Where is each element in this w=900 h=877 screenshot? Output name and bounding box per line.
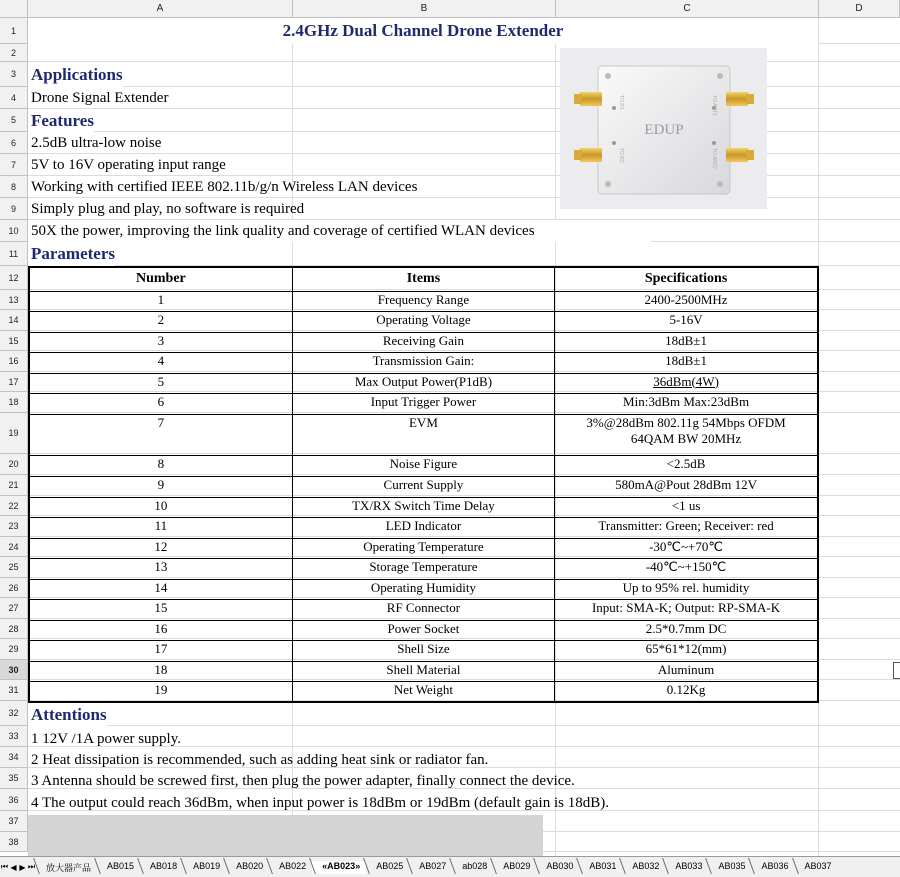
cell-number[interactable]: 12	[29, 538, 292, 558]
cell-item[interactable]: EVM	[292, 414, 554, 455]
table-row	[29, 332, 818, 352]
cell-item[interactable]: Max Output Power(P1dB)	[292, 373, 554, 393]
row-header[interactable]: 23	[0, 516, 28, 537]
cell-specification[interactable]: 18dB±1	[555, 332, 818, 352]
table-row	[29, 476, 818, 497]
feature-item[interactable]: Simply plug and play, no software is required	[31, 200, 305, 217]
row-header[interactable]: 20	[0, 454, 28, 475]
sheet-tab[interactable]: AB015	[97, 861, 140, 874]
cell-item[interactable]: LED Indicator	[292, 517, 554, 538]
row-header[interactable]: 22	[0, 496, 28, 516]
feature-item[interactable]: Working with certified IEEE 802.11b/g/n Wireless LAN devices	[31, 178, 418, 195]
row-header[interactable]: 3	[0, 62, 28, 87]
cell-number[interactable]: 11	[29, 517, 292, 538]
prev-sheet-button[interactable]: ◀	[10, 862, 17, 872]
row-header[interactable]: 28	[0, 619, 28, 639]
product-photo	[560, 48, 767, 209]
table-row	[29, 311, 818, 332]
table-row	[29, 414, 818, 455]
row-header[interactable]: 27	[0, 598, 28, 619]
table-row	[29, 497, 818, 517]
attention-item[interactable]: 2 Heat dissipation is recommended, such as adding heat sink or radiator fan.	[31, 751, 489, 768]
sheet-tab[interactable]: AB019	[183, 861, 226, 874]
cell-number[interactable]: 17	[29, 640, 292, 661]
sheet-tab[interactable]: AB027	[409, 861, 452, 874]
table-row	[29, 352, 818, 373]
svg-text:TO ANT1: TO ANT1	[711, 95, 717, 116]
row-header[interactable]: 9	[0, 198, 28, 220]
row-header[interactable]: 16	[0, 351, 28, 372]
cell-number[interactable]: 2	[29, 311, 292, 332]
feature-item[interactable]: 5V to 16V operating input range	[31, 156, 226, 173]
cell-number[interactable]: 10	[29, 497, 292, 517]
table-row	[29, 599, 818, 620]
row-header[interactable]: 8	[0, 176, 28, 198]
cell-number[interactable]: 19	[29, 681, 292, 702]
table-row	[29, 393, 818, 414]
table-row	[29, 681, 818, 702]
cell-specification[interactable]: 36dBm(4W)	[555, 373, 818, 393]
cell-number[interactable]: 5	[29, 373, 292, 393]
row-header[interactable]: 19	[0, 413, 28, 454]
sheet-tab[interactable]: 放大器产品	[36, 861, 97, 874]
cell-specification[interactable]: 2400-2500MHz	[555, 291, 818, 311]
sheet-tab[interactable]: AB033	[665, 861, 708, 874]
applications-item[interactable]: Drone Signal Extender	[31, 89, 169, 106]
cell-item[interactable]: Noise Figure	[292, 455, 554, 476]
cell-specification[interactable]: 2.5*0.7mm DC	[555, 620, 818, 640]
cell-specification[interactable]: 18dB±1	[555, 352, 818, 373]
row-header[interactable]: 21	[0, 475, 28, 496]
cell-number[interactable]: 9	[29, 476, 292, 497]
row-header[interactable]: 24	[0, 537, 28, 557]
features-heading[interactable]: Features	[28, 109, 94, 132]
sheet-tab[interactable]: «AB023»	[312, 861, 366, 874]
cell-specification[interactable]: Input: SMA-K; Output: RP-SMA-K	[555, 599, 818, 620]
last-sheet-button[interactable]: ⏭	[27, 862, 36, 871]
cell-item[interactable]: TX/RX Switch Time Delay	[292, 497, 554, 517]
feature-item[interactable]: 2.5dB ultra-low noise	[31, 134, 162, 151]
select-all-corner[interactable]	[0, 0, 28, 18]
cell-number[interactable]: 15	[29, 599, 292, 620]
table-row	[29, 517, 818, 538]
selected-cell-marker	[893, 662, 900, 679]
cell-specification[interactable]: -40℃~+150℃	[555, 558, 818, 579]
cell-number[interactable]: 18	[29, 661, 292, 681]
attention-item[interactable]: 1 12V /1A power supply.	[31, 730, 181, 747]
row-header[interactable]: 13	[0, 290, 28, 310]
empty-merged-cell	[28, 815, 543, 856]
attentions-heading[interactable]: Attentions	[28, 703, 107, 727]
sheet-tab[interactable]: ab028	[452, 861, 493, 874]
applications-heading[interactable]: Applications	[28, 62, 123, 87]
cell-number[interactable]: 3	[29, 332, 292, 352]
row-header[interactable]: 37	[0, 811, 28, 832]
column-header-b[interactable]: B	[293, 0, 556, 18]
cell-specification[interactable]: 5-16V	[555, 311, 818, 332]
cell-specification[interactable]: <2.5dB	[555, 455, 818, 476]
brand-label: EDUP	[644, 122, 684, 138]
parameters-heading[interactable]: Parameters	[28, 242, 115, 266]
row-header[interactable]: 25	[0, 557, 28, 578]
sheet-tab[interactable]: AB035	[708, 861, 751, 874]
row-header[interactable]: 38	[0, 832, 28, 852]
row-header[interactable]: 18	[0, 392, 28, 413]
row-header[interactable]: 31	[0, 680, 28, 701]
row-header[interactable]: 33	[0, 726, 28, 747]
column-header-c[interactable]: C	[556, 0, 819, 18]
sheet-tab[interactable]: AB025	[366, 861, 409, 874]
cell-specification[interactable]: 580mA@Pout 28dBm 12V	[555, 476, 818, 497]
sheet-tab[interactable]: AB031	[579, 861, 622, 874]
svg-text:TO R2: TO R2	[618, 148, 624, 163]
row-header[interactable]: 1	[0, 18, 28, 44]
row-header[interactable]: 6	[0, 132, 28, 154]
table-row	[29, 579, 818, 599]
cell-number[interactable]: 14	[29, 579, 292, 599]
amplifier-image	[560, 48, 767, 209]
header-number[interactable]: Number	[29, 267, 292, 291]
first-sheet-button[interactable]: ⏮	[0, 862, 9, 871]
row-header[interactable]: 17	[0, 372, 28, 392]
cell-number[interactable]: 1	[29, 291, 292, 311]
cell-specification[interactable]: Transmitter: Green; Receiver: red	[555, 517, 818, 538]
cell-specification[interactable]: Min:3dBm Max:23dBm	[555, 393, 818, 414]
cell-specification[interactable]: -30℃~+70℃	[555, 538, 818, 558]
cell-specification[interactable]: <1 us	[555, 497, 818, 517]
sheet-tab[interactable]: AB036	[751, 861, 794, 874]
row-header[interactable]: 5	[0, 109, 28, 132]
svg-text:TO R1: TO R1	[618, 95, 624, 110]
sheet-tab[interactable]: AB030	[536, 861, 579, 874]
row-header[interactable]: 11	[0, 242, 28, 266]
row-header[interactable]: 2	[0, 44, 28, 62]
cell-item[interactable]: Power Socket	[292, 620, 554, 640]
table-row	[29, 291, 818, 311]
cell-number[interactable]: 6	[29, 393, 292, 414]
cell-item[interactable]: Shell Material	[292, 661, 554, 681]
cell-specification[interactable]: Aluminum	[555, 661, 818, 681]
column-header-d[interactable]: D	[819, 0, 900, 18]
sheet-tab[interactable]: AB018	[140, 861, 183, 874]
row-header[interactable]: 29	[0, 639, 28, 660]
sheet-tab-bar	[0, 856, 900, 877]
table-row	[29, 620, 818, 640]
sheet-tab[interactable]: AB020	[226, 861, 269, 874]
cell-specification[interactable]: 65*61*12(mm)	[555, 640, 818, 661]
header-items[interactable]: Items	[292, 267, 554, 291]
column-header-a[interactable]: A	[28, 0, 293, 18]
cell-item[interactable]: Shell Size	[292, 640, 554, 661]
cell-item[interactable]: RF Connector	[292, 599, 554, 620]
cell-grid[interactable]	[28, 18, 900, 856]
cell-item[interactable]: Frequency Range	[292, 291, 554, 311]
row-header[interactable]: 14	[0, 310, 28, 331]
cell-number[interactable]: 7	[29, 414, 292, 455]
next-sheet-button[interactable]: ▶	[19, 862, 26, 872]
sheet-tab[interactable]: AB037	[795, 861, 838, 874]
svg-text:TO ANT2: TO ANT2	[711, 148, 717, 169]
table-row	[29, 455, 818, 476]
cell-number[interactable]: 13	[29, 558, 292, 579]
row-header[interactable]: 26	[0, 578, 28, 598]
cell-specification[interactable]: Up to 95% rel. humidity	[555, 579, 818, 599]
sheet-title[interactable]: 2.4GHz Dual Channel Drone Extender	[28, 18, 818, 44]
row-header[interactable]: 15	[0, 331, 28, 351]
cell-item[interactable]: Transmission Gain:	[292, 352, 554, 373]
cell-item[interactable]: Net Weight	[292, 681, 554, 702]
cell-number[interactable]: 8	[29, 455, 292, 476]
row-header[interactable]: 35	[0, 768, 28, 789]
table-row	[29, 373, 818, 393]
table-row	[29, 640, 818, 661]
cell-item[interactable]: Current Supply	[292, 476, 554, 497]
attention-item[interactable]: 4 The output could reach 36dBm, when input power is 18dBm or 19dBm (default gain is 18dB).	[31, 794, 609, 811]
sheet-tab[interactable]: AB032	[622, 861, 665, 874]
cell-specification[interactable]: 3%@28dBm 802.11g 54Mbps OFDM 64QAM BW 20MHz	[555, 414, 818, 455]
table-row	[29, 538, 818, 558]
cell-item[interactable]: Operating Humidity	[292, 579, 554, 599]
cell-specification[interactable]: 0.12Kg	[555, 681, 818, 702]
sheet-tab[interactable]: AB022	[269, 861, 312, 874]
table-row	[29, 661, 818, 681]
row-header[interactable]: 32	[0, 701, 28, 726]
cell-item[interactable]: Operating Temperature	[292, 538, 554, 558]
row-header[interactable]: 4	[0, 87, 28, 109]
attention-item[interactable]: 3 Antenna should be screwed first, then plug the power adapter, finally connect the device.	[31, 772, 575, 789]
feature-item[interactable]: 50X the power, improving the link quality and coverage of certified WLAN devices	[28, 220, 651, 242]
cell-item[interactable]: Storage Temperature	[292, 558, 554, 579]
row-header[interactable]: 10	[0, 220, 28, 242]
row-header[interactable]: 7	[0, 154, 28, 176]
cell-item[interactable]: Receiving Gain	[292, 332, 554, 352]
cell-number[interactable]: 4	[29, 352, 292, 373]
cell-item[interactable]: Operating Voltage	[292, 311, 554, 332]
row-header[interactable]: 12	[0, 266, 28, 290]
header-specifications[interactable]: Specifications	[555, 267, 818, 291]
sheet-tab[interactable]: AB029	[493, 861, 536, 874]
table-row	[29, 558, 818, 579]
row-header[interactable]: 36	[0, 789, 28, 811]
cell-item[interactable]: Input Trigger Power	[292, 393, 554, 414]
row-header[interactable]: 34	[0, 747, 28, 768]
row-header[interactable]: 30	[0, 660, 28, 680]
cell-number[interactable]: 16	[29, 620, 292, 640]
parameters-table	[28, 266, 819, 703]
